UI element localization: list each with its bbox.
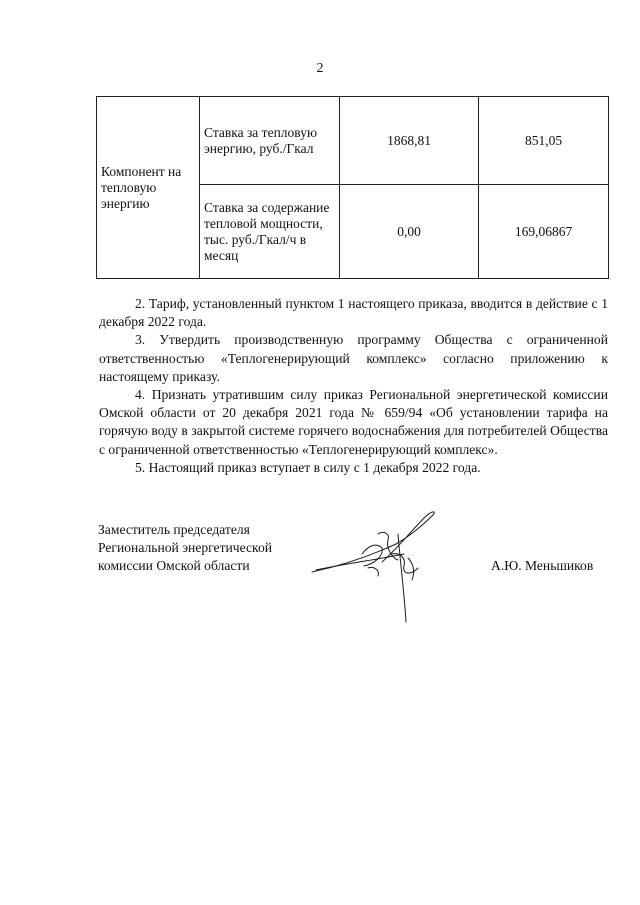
paragraph-item: 5. Настоящий приказ вступает в силу с 1 декабря 2022 года.: [135, 459, 481, 475]
tariff-table: [96, 96, 609, 279]
rate-name: Ставка за содержание тепловой мощности, тыс. руб./Гкал/ч в месяц: [200, 185, 340, 279]
rate-value-2: 851,05: [479, 97, 609, 185]
paragraph-item: 3. Утвердить производственную программу Общества с ограниченной ответственностью «Теплогенерирующий комплекс» согласно приложению к настоящему приказу.: [99, 332, 608, 384]
signer-title: [98, 521, 318, 576]
rate-value-1: 1868,81: [340, 97, 479, 185]
rate-value-1: 0,00: [340, 185, 479, 279]
paragraph-item: 2. Тариф, установленный пунктом 1 настоящего приказа, вводится в действие с 1 декабря 2022 года.: [99, 296, 608, 330]
rate-name: Ставка за тепловую энергию, руб./Гкал: [200, 97, 340, 185]
paragraph-item: 4. Признать утратившим силу приказ Региональной энергетической комиссии Омской области от 20 декабря 2021 года № 659/94 «Об установлении тарифа на горячую воду в закрытой системе горячего водоснабжения для потребителей Общества с ограниченной ответственностью «Теплогенерирующий комплекс».: [99, 387, 608, 457]
rate-value-2: 169,06867: [479, 185, 609, 279]
signer-title-line: Региональной энергетической: [98, 540, 273, 556]
table-row: [97, 97, 609, 185]
order-paragraphs: [99, 295, 608, 477]
handwritten-signature: [300, 500, 460, 625]
signer-title-line: Заместитель председателя: [98, 522, 250, 537]
component-label: Компонент на тепловую энергию: [97, 97, 200, 279]
signer-title-line: комиссии Омской области: [98, 558, 250, 574]
page-number: 2: [316, 61, 324, 76]
signer-name: А.Ю. Меньшиков: [491, 558, 594, 573]
